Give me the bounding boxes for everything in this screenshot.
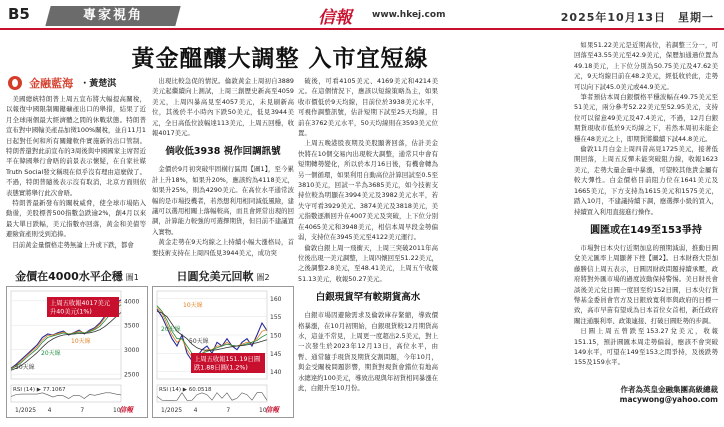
publication-date: 2025年10月13日 星期一: [560, 11, 714, 24]
x-tick-label: 10: [113, 407, 121, 414]
site-url: www.hkej.com: [372, 10, 446, 20]
subheading: 倘收低3938 視作回調訊號: [165, 146, 281, 158]
rsi-line: [11, 393, 121, 399]
column-3: [298, 76, 438, 424]
chart-title: [7, 268, 147, 284]
column-4: [574, 40, 718, 376]
column-name: 金融藍海: [29, 76, 74, 90]
ma-label: 50天線: [189, 338, 209, 345]
article-headline: 黃金醞釀大調整 入市宜短線: [131, 46, 429, 72]
subheading: 白銀現貨罕有較期貨高水: [315, 292, 421, 304]
chart-title-text: 金價在4000水平企穩: [15, 270, 123, 283]
y-tick-label: 150: [270, 332, 282, 340]
page-number: B5: [8, 5, 30, 23]
annotation-line-1: 上周五收報151.19日圓: [194, 356, 261, 363]
paragraph: 出現比較急促的情況。倫敦黃金上周初自3889美元起繼續向上測試，上周三創歷史新高至4059美元，上周四暴高見至4057美元，未見刷新高位，其後於半小時內下跌50美元，低見3944美元，全日高低位波幅達113美元，上周五回穩，收報4017美元。: [152, 77, 294, 138]
newspaper-logo: 信報: [318, 8, 352, 28]
column-1: [6, 94, 146, 272]
figure-number: 圖2: [256, 273, 270, 282]
paragraph: 美國總統特朗普上周五宣布將大幅提高關稅，以報復中國限制關鍵礦產出口的舉措，結果了近月全球兩個最大經濟體之間的休戰狀態。特朗普宣布對中國輸美產品加徵100%關稅，並自11月1日起對任何和所有關鍵軟件實施新的出口管制。特朗普還對此前宣布的3周後與中國國家主席習近平在韓國舉行會晤的前景表示懷疑，在自家社媒Truth Social發文稱現在似乎沒有理由這麼做了。不過，特朗普隨後表示沒有取消，北京方面則依表態實將舉行此次會晤。: [6, 95, 146, 197]
subheading: 圓匯或在149至153爭持: [590, 224, 702, 236]
paragraph: 日圓上周五曾跌至153.27兌美元，收報151.15，預計圓匯本周走勢偏弱，應該不會突破149水平，可望在149至153之間爭持，及後跌勢155及159水平。: [574, 327, 718, 367]
column-2: [152, 76, 294, 266]
paragraph: 市場對日本央行近期加息的預期減弱，推動日圓兌美元匯率上周顯著下挫【圖2】。日本財務大臣加藤勝信上周五表示，日圓因財政問題持續承壓，政府將對外匯市場的過度波動保持警惕。美日財長會談後美元兌日圓一度回至約152日圓，日本央行貨幣基金委員會官方及日銀放寬利率與政府的日標一致，高市早苗有望成為日本首位女首相，新任政府關注通脹利率、政策連接、打破日圓貶勢的步調。: [574, 243, 718, 325]
paragraph: 上周五晚港股夜期及美股顯著回落，估計美金快將在10個交易內出現較大調整，通常只中會有短期轉勢變化，所以於本月16日後，有機會轉為另一個循環，如果利用自動高位計算回試至0.5至3810美元，回試一半為3685美元，如今技術支持位較為明顯在3994美元及3982美元水平，若失守可看3929美元、3874美元及3818美元，美元指數逐漸回升在4007美元及突破，上下位分別在4065美元和3948美元，相信本周早段金勢偏弱，支持位在3945美元至4122美元運行。: [298, 139, 438, 242]
ma-label: 20天線: [41, 350, 61, 357]
paragraph: 特朗普最新發布的關稅威脅，使全球市場陷入動盪，美股標普500指數急跌逾2%，創4月以來最大單日跌幅，美元指數亦回落，黃金和美債等避險資產則受到追捧。: [6, 199, 146, 239]
chart-logo: 信報: [265, 405, 279, 414]
y-tick-label: 155: [270, 314, 282, 322]
figure-number: 圖1: [125, 273, 139, 282]
paragraph: 倫敦11月白金上周四昔高見1725美元，接著低開回落，上周五反彈未能突破阻力線，收報1623美元，走勢大量企量中暴漲，可望較其他貴金屬有較大彈性。白金價格目前阻力位在1641美元及1665美元，下方支持為1615美元和1575美元，踏入10月，不建議持續下調，應選擇小級的買入，持續買入利用直接進行操作。: [574, 145, 718, 216]
paragraph: 白銀市場因避險需求及倫敦庫存緊縮，導致價格暴漲，在10月初開始，白銀現貨較12月期貨高水，這並不常見，上周更一度超出2.5美元，對上一次發生於2023年12月13日，高位水平，由暫、通常隨手現貨及期貨交割問題，今年10月，與金受關稅問題影響，期貨對現貨會錯位有地高水總達約100美元，導致出現與年初貨相同暴漲在此，白銀升至10月份。: [298, 311, 438, 392]
gold-price-chart: [6, 270, 148, 418]
x-tick-label: 4: [47, 407, 52, 414]
ma-label: 10天線: [71, 338, 91, 345]
author-signature: [574, 384, 718, 404]
section-banner: [45, 6, 180, 26]
y-tick-label: 3500: [124, 322, 140, 330]
annotation-line-2: 跌1.88日圓(1.2%): [194, 364, 248, 372]
author-name: ・黃楚淇: [80, 79, 117, 89]
yen-chart-plot: [153, 287, 293, 417]
author-title: 作者為英皇金融集團高級總裁: [620, 385, 718, 394]
gold-chart-plot: [7, 287, 147, 417]
page-header: [0, 0, 724, 30]
column-logo-icon: [8, 76, 22, 90]
yen-chart: [152, 270, 294, 418]
chart-title-text: 日圓兌美元回軟: [176, 270, 254, 283]
paragraph: 金價於9月初突破牢固橫行區間【圖1】，至今累計上升18%，如果升20%，應該約為4118美元，如果升25%，則為4290美元。在高位水平通常波幅的是市場投機者，若然想利用相同減低風險，建議可以選用相關上落幅較高，而且會經常出現的回調，計算能力較強的可選擇期貨，但目前不建議買入實物。: [152, 165, 294, 236]
paragraph: 破後，可看4105美元、4169美元和4214美元。在這個情況下，應該以短線策略為主，如果收市價低於9天均線，目前位於3938美元水平，可視作調整訊號，估計短期下試至25天均線，目前在3762美元水平，50天均線則在3593美元位置。: [298, 77, 438, 138]
paragraph: 倫敦白銀上周一飛衝天，上周三突破2011年高位後出現一美元調整，上周四懷回至51.22美元，之後調整2.8美元，至48.41美元，上周五午收報51.13美元，收報50.27美元。: [298, 243, 438, 283]
author-email: macywong@yahoo.com: [619, 395, 718, 404]
y-tick-label: 145: [270, 350, 282, 358]
y-tick-label: 160: [270, 295, 282, 303]
rsi-label: RSI (14) ▶ 77.1067: [13, 387, 66, 393]
x-tick-label: 1/2025: [15, 407, 37, 414]
paragraph: 筆者預估本周白銀價格平穩波幅在49.75美元至51美元，兩分參考52.22美元至52.95美元，支持位可以留意49美元及47.4美元，不過，12月白銀期貨現收市低於9天均線之下，若然本周初未能企穩在48美元之上，即期貨將繼續下試44.8美元。: [574, 93, 718, 143]
paragraph: 黃金走勢在9天均線之上持續小幅大漲格局，首要技術支持在上周四低見3944美元，成功突: [152, 238, 294, 257]
y-tick-label: 3000: [124, 347, 140, 355]
x-tick-label: 7: [80, 407, 85, 414]
y-tick-label: 4000: [124, 298, 140, 306]
rsi-line: [157, 393, 267, 401]
annotation-line-1: 上周五收報4017美元: [50, 300, 111, 307]
x-tick-label: 1/2025: [161, 407, 183, 414]
rsi-label: RSI (14) ▶ 60.0518: [159, 387, 212, 393]
ma-label: 10天線: [183, 302, 203, 309]
chart-logo: 信報: [119, 405, 133, 414]
annotation-line-2: 升40美元(1%): [50, 308, 92, 316]
section-label: 專家視角: [82, 8, 143, 23]
x-tick-label: 10: [259, 407, 267, 414]
paragraph: 如果51.22美元是近期高位，若調整三分一，可回落至43.55美元至42.9美元，保歷加通過位置為49.18美元，上下位分別為50.75美元及47.62美元，9天均線目前在48.2美元，經低收於此，走勢可以向下試45.0美元或44.9美元。: [574, 41, 718, 91]
x-tick-label: 4: [193, 407, 198, 414]
x-tick-label: 7: [226, 407, 231, 414]
ma-label: 50天線: [15, 364, 35, 371]
byline: [8, 72, 116, 90]
y-tick-label: 140: [270, 369, 282, 377]
ma-label: 20天線: [161, 326, 181, 333]
paragraph: 目前黃金量價格走勢無論上升或下跌，都會: [12, 240, 134, 249]
y-tick-label: 2500: [124, 371, 140, 379]
chart-title: [153, 268, 293, 284]
